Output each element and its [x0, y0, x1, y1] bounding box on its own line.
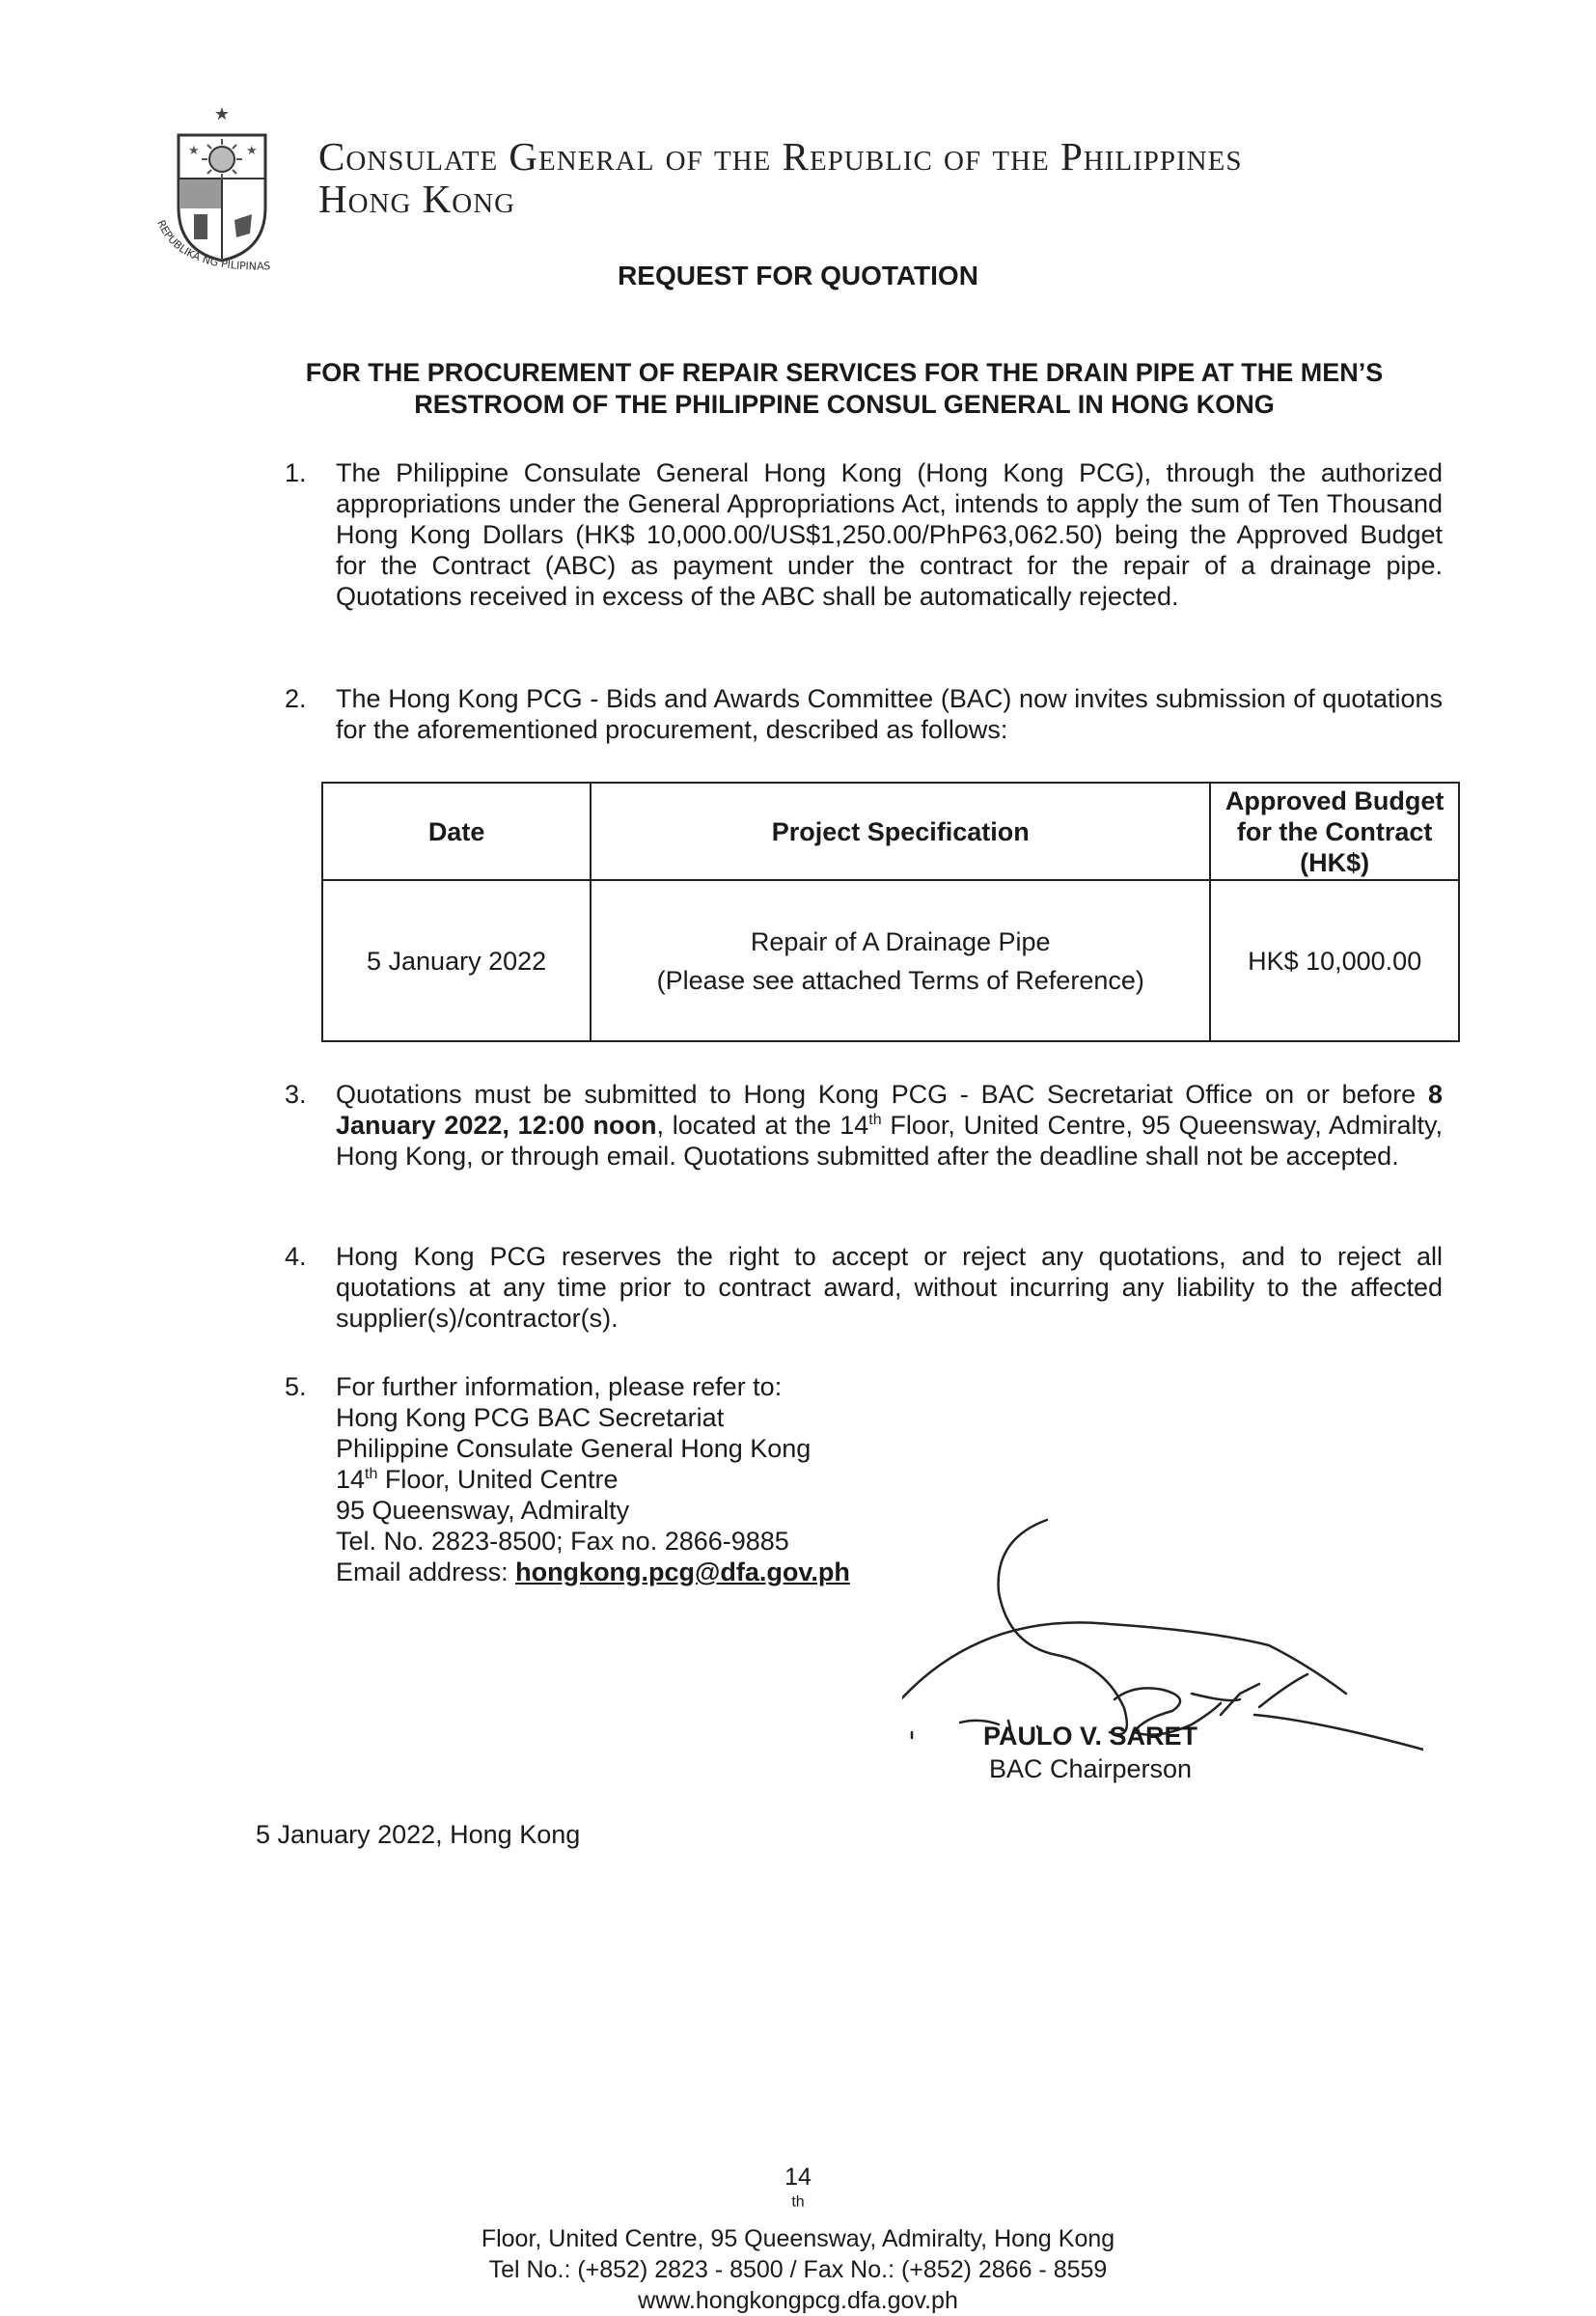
- item-number: 5.: [285, 1372, 307, 1401]
- table-header-row: [322, 783, 1459, 880]
- procurement-table: [321, 782, 1460, 1042]
- document-title: REQUEST FOR QUOTATION: [618, 261, 978, 290]
- table-cell-spec: [591, 880, 1210, 1041]
- list-item: [285, 683, 1443, 745]
- contact-floor: [336, 1464, 1443, 1495]
- floor-number: 14: [336, 1465, 366, 1494]
- item-text: The Hong Kong PCG - Bids and Awards Committee (BAC) now invites submission of quotations for the aforementioned procurement, described as follows:: [336, 684, 1443, 744]
- ordinal-suffix: th: [868, 1112, 882, 1128]
- footer-phone: Tel No.: (+852) 2823 - 8500 / Fax No.: (+852) 2866 - 8559: [488, 2256, 1108, 2283]
- table-header-budget: Approved Budget for the Contract (HK$): [1210, 783, 1459, 880]
- item-number: 3.: [285, 1080, 307, 1109]
- footer-floor-number: 14: [784, 2164, 812, 2191]
- item-text: [336, 1079, 1443, 1172]
- contact-intro: For further information, please refer to:: [336, 1372, 783, 1401]
- list-item: [285, 1079, 1443, 1172]
- issue-date: 5 January 2022, Hong Kong: [256, 1820, 581, 1849]
- institution-name: [318, 134, 1243, 222]
- item-number: 4.: [285, 1242, 307, 1271]
- list-item: [285, 457, 1443, 612]
- contact-office: Hong Kong PCG BAC Secretariat: [336, 1403, 725, 1432]
- contact-consulate: Philippine Consulate General Hong Kong: [336, 1434, 812, 1463]
- table-cell-date: 5 January 2022: [322, 880, 591, 1041]
- spec-line1: Repair of A Drainage Pipe: [750, 926, 1051, 956]
- item-text-mid: , located at the 14: [656, 1111, 869, 1140]
- footer-address: [0, 2162, 1596, 2254]
- seal-text: REPUBLIKA NG PILIPINAS: [154, 218, 271, 273]
- item-text: The Philippine Consulate General Hong Kong (Hong Kong PCG), through the authorized appropriations under the General Appropriations Act, intends to apply the sum of Ten Thousand Hong Kong Dollars (HK$ 10,000.00/US$1,250.00/PhP63,062.50) being the Approved Budget for the Contract (ABC) as payment under the contract for the repair of a drainage pipe. Quotations received in excess of the ABC shall be automatically rejected.: [336, 458, 1443, 611]
- item-number: 2.: [285, 684, 307, 713]
- item-text-before: Quotations must be submitted to Hong Kong PCG - BAC Secretariat Office on or before: [336, 1080, 1428, 1109]
- floor-rest: Floor, United Centre: [377, 1465, 619, 1494]
- svg-text:★: ★: [188, 143, 200, 157]
- philippine-seal-logo: [150, 106, 294, 280]
- table-row: [322, 880, 1459, 1041]
- institution-name-line1: Consulate General of the Republic of the Philippines: [318, 134, 1243, 179]
- signatory-block: [926, 1720, 1254, 1785]
- spec-line2: (Please see attached Terms of Reference): [656, 965, 1144, 995]
- ordinal-suffix: th: [791, 2193, 805, 2211]
- deadline: 8 January 2022, 12:00 noon: [336, 1080, 1443, 1140]
- item-text-after: Floor, United Centre, 95 Queensway, Admiralty, Hong Kong, or through email. Quotations submitted after the deadline shall not be accepted.: [336, 1111, 1444, 1171]
- contact-phone: Tel. No. 2823-8500; Fax no. 2866-9885: [336, 1527, 789, 1556]
- document-subject: FOR THE PROCUREMENT OF REPAIR SERVICES FOR THE DRAIN PIPE AT THE MEN’S RESTROOM OF THE PHILIPPINE CONSUL GENERAL IN HONG KONG: [305, 358, 1384, 419]
- contact-street: 95 Queensway, Admiralty: [336, 1496, 630, 1525]
- list-item: [285, 1241, 1443, 1334]
- ordinal-suffix: th: [365, 1466, 378, 1482]
- signatory-name: PAULO V. SARET: [982, 1722, 1198, 1751]
- handwritten-signature: [902, 1501, 1423, 1751]
- page-footer: [0, 2162, 1596, 2316]
- email-link[interactable]: hongkong.pcg@dfa.gov.ph: [515, 1558, 850, 1586]
- item-number: 1.: [285, 458, 307, 487]
- email-label: Email address:: [336, 1558, 516, 1586]
- footer-address-rest: Floor, United Centre, 95 Queensway, Admiralty, Hong Kong: [481, 2225, 1115, 2252]
- signatory-title: BAC Chairperson: [988, 1754, 1193, 1783]
- footer-website[interactable]: www.hongkongpcg.dfa.gov.ph: [638, 2287, 958, 2314]
- table-header-spec: Project Specification: [591, 783, 1210, 880]
- svg-text:★: ★: [213, 106, 231, 124]
- table-cell-budget: HK$ 10,000.00: [1210, 880, 1459, 1041]
- institution-name-line2: Hong Kong: [318, 177, 516, 221]
- item-text: Hong Kong PCG reserves the right to accept or reject any quotations, and to reject all quotations at any time prior to contract award, without incurring any liability to the affected supplier(s)/contractor(s).: [336, 1242, 1443, 1333]
- svg-text:★: ★: [246, 143, 258, 157]
- table-header-date: Date: [322, 783, 591, 880]
